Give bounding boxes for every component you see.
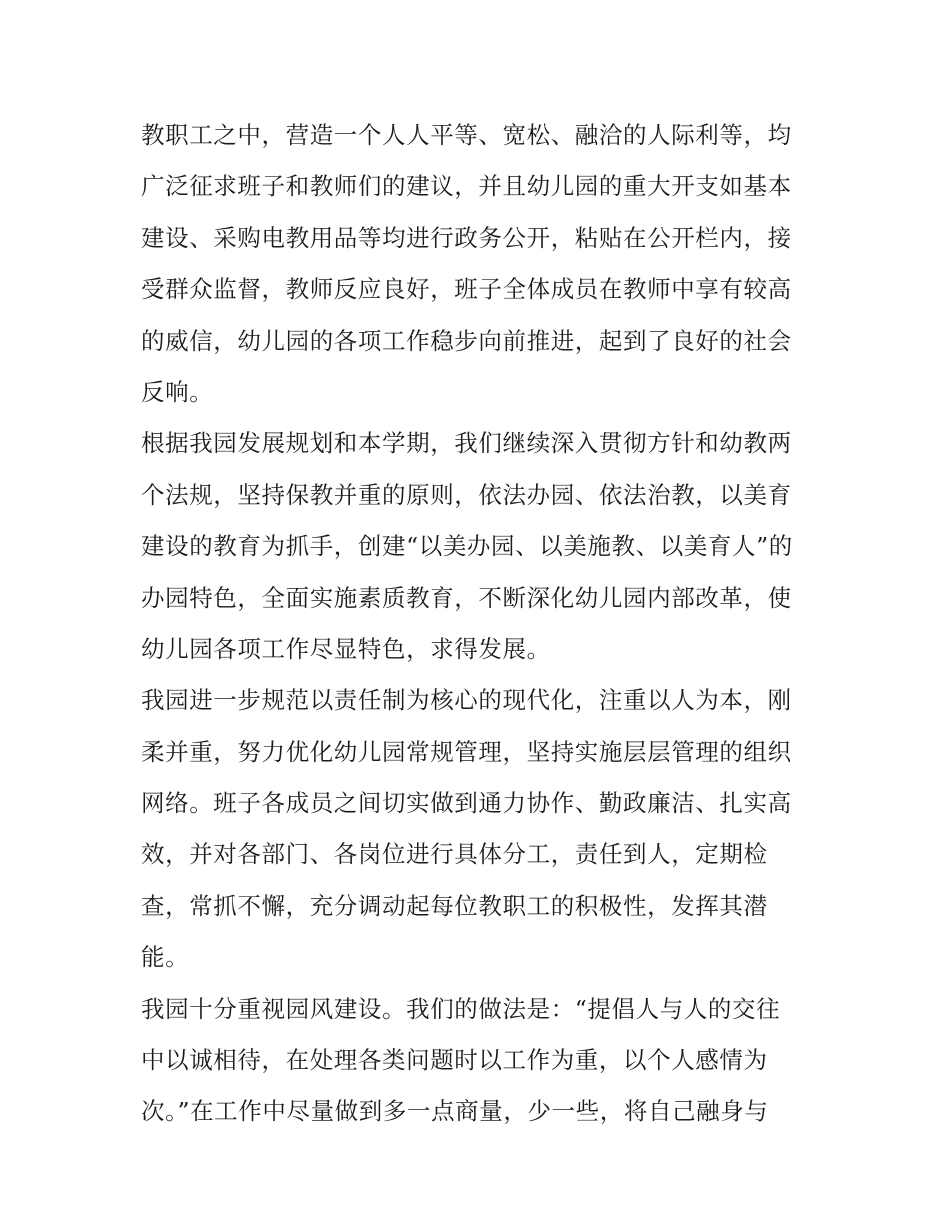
text-line: 网络。班子各成员之间切实做到通力协作、勤政廉洁、扎实高 <box>141 789 792 818</box>
text-line: 根据我园发展规划和本学期，我们继续深入贯彻方针和幼教两 <box>141 429 792 458</box>
body-text <box>141 110 821 1138</box>
text-line: 建设、采购电教用品等均进行政务公开，粘贴在公开栏内，接 <box>141 223 792 252</box>
text-line: 建设的教育为抓手，创建“以美办园、以美施教、以美育人”的 <box>141 532 793 561</box>
text-line: 查，常抓不懈，充分调动起每位教职工的积极性，发挥其潜 <box>141 891 768 920</box>
text-line: 广泛征求班子和教师们的建议，并且幼儿园的重大开支如基本 <box>141 172 792 201</box>
text-line: 效，并对各部门、各岗位进行具体分工，责任到人，定期检 <box>141 840 768 869</box>
text-line: 办园特色，全面实施素质教育，不断深化幼儿园内部改革，使 <box>141 583 792 612</box>
paragraph-3 <box>141 675 821 983</box>
paragraph-2 <box>141 418 821 675</box>
text-line: 的威信，幼儿园的各项工作稳步向前推进，起到了良好的社会 <box>141 326 792 355</box>
text-line: 幼儿园各项工作尽显特色，求得发展。 <box>141 634 551 663</box>
text-line: 受群众监督，教师反应良好，班子全体成员在教师中享有较高 <box>141 275 792 304</box>
text-line: 次。”在工作中尽量做到多一点商量，少一些，将自己融身与 <box>141 1097 769 1126</box>
paragraph-1 <box>141 110 821 418</box>
text-line: 我园十分重视园风建设。我们的做法是：“提倡人与人的交往 <box>141 994 781 1023</box>
text-line: 能。 <box>141 943 190 972</box>
text-line: 教职工之中，营造一个人人平等、宽松、融洽的人际利等，均 <box>141 121 792 149</box>
text-line: 柔并重，努力优化幼儿园常规管理，坚持实施层层管理的组织 <box>141 737 792 766</box>
paragraph-4 <box>141 984 821 1138</box>
text-line: 我园进一步规范以责任制为核心的现代化，注重以人为本，刚 <box>141 686 792 715</box>
text-line: 中以诚相待，在处理各类问题时以工作为重，以个人感情为 <box>141 1046 768 1075</box>
text-line: 反响。 <box>141 377 214 406</box>
text-line: 个法规，坚持保教并重的原则，依法办园、依法治教，以美育 <box>141 480 792 509</box>
